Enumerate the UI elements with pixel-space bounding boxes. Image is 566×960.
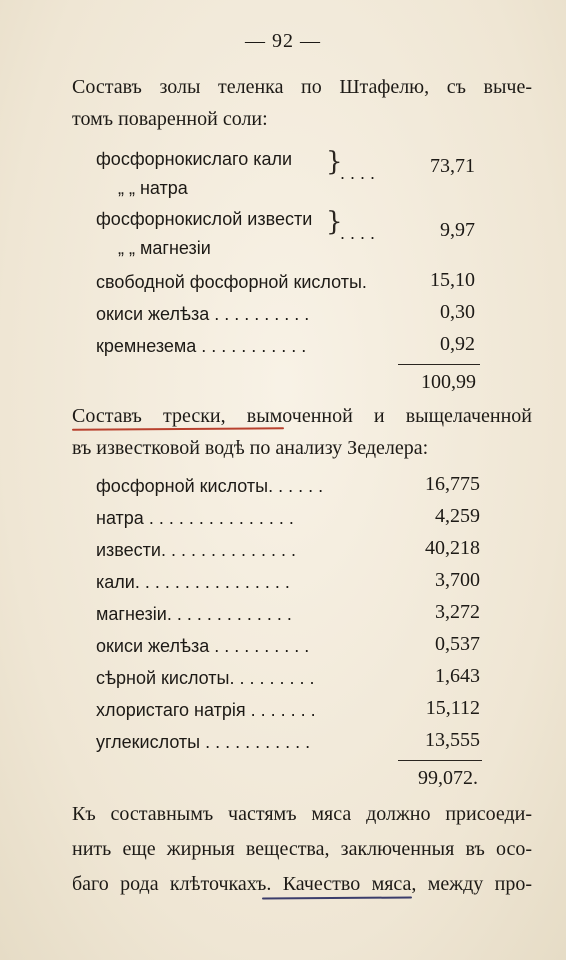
- calf-ash-label-4: „ „ магнезіи: [118, 238, 211, 258]
- calf-ash-dots-2: . . . .: [340, 223, 376, 243]
- cod-ash-label-5: магнезіи. . . . . . . . . . . . .: [96, 604, 292, 624]
- calf-ash-label-3: фосфорнокислой извести: [96, 209, 313, 229]
- calf-ash-label-7: кремнезема . . . . . . . . . . .: [96, 336, 307, 356]
- calf-ash-value-6: 0,30: [440, 301, 475, 323]
- cod-ash-value-9: 13,555: [425, 729, 480, 751]
- closing-line-1: Къ составнымъ частямъ мяса должно присоеди-: [72, 803, 532, 825]
- calf-ash-value-7: 0,92: [440, 333, 475, 355]
- cod-ash-label-9: углекислоты . . . . . . . . . . .: [96, 732, 311, 752]
- cod-ash-label-2: натра . . . . . . . . . . . . . . .: [96, 508, 294, 528]
- page-number: — 92 —: [245, 30, 321, 52]
- calf-ash-value-2: 9,97: [440, 219, 475, 241]
- calf-ash-value-5: 15,10: [430, 269, 475, 291]
- calf-ash-label-1: фосфорнокислаго кали: [96, 149, 293, 169]
- brace-glyph: }: [326, 147, 343, 177]
- cod-ash-value-1: 16,775: [425, 473, 480, 495]
- cod-intro-line-1: Составъ трески, вымоченной и выщелаченной: [72, 405, 532, 427]
- pencil-underline: [72, 427, 284, 430]
- cod-ash-value-8: 15,112: [425, 697, 480, 719]
- intro-line-1: Составъ золы теленка по Штафелю, съ выче-: [72, 76, 532, 98]
- cod-ash-value-5: 3,272: [435, 601, 480, 623]
- calf-ash-label-2: „ „ натра: [118, 178, 188, 198]
- calf-ash-value-1: 73,71: [430, 155, 475, 177]
- cod-ash-value-7: 1,643: [435, 665, 480, 687]
- cod-ash-value-2: 4,259: [435, 505, 480, 527]
- cod-ash-label-8: хлористаго натрія . . . . . . .: [96, 700, 316, 720]
- cod-ash-label-6: окиси желѣза . . . . . . . . . .: [96, 636, 310, 656]
- calf-ash-dots-1: . . . .: [340, 163, 376, 183]
- cod-ash-total: 99,072.: [418, 767, 478, 789]
- cod-ash-value-6: 0,537: [435, 633, 480, 655]
- cod-ash-value-3: 40,218: [425, 537, 480, 559]
- sum-rule: [398, 364, 480, 365]
- cod-ash-label-3: извести. . . . . . . . . . . . . .: [96, 540, 297, 560]
- intro-line-2: томъ поваренной соли:: [72, 108, 268, 130]
- calf-ash-label-6: окиси желѣза . . . . . . . . . .: [96, 304, 310, 324]
- closing-line-2: нить еще жирныя вещества, заключенныя въ осо-: [72, 838, 532, 860]
- cod-ash-label-4: кали. . . . . . . . . . . . . . . .: [96, 572, 290, 592]
- calf-ash-label-5: свободной фосфорной кислоты.: [96, 272, 367, 292]
- cod-ash-label-1: фосфорной кислоты. . . . . .: [96, 476, 324, 496]
- cod-ash-value-4: 3,700: [435, 569, 480, 591]
- calf-ash-total: 100,99: [421, 371, 476, 393]
- cod-intro-line-2: въ известковой водѣ по анализу Зеделера:: [72, 437, 429, 459]
- cod-ash-label-7: сѣрной кислоты. . . . . . . . .: [96, 668, 315, 688]
- brace-glyph: }: [326, 207, 343, 237]
- closing-line-3: баго рода клѣточкахъ. Качество мяса, между про-: [72, 873, 532, 895]
- pencil-underline: [262, 896, 412, 899]
- sum-rule: [398, 760, 482, 761]
